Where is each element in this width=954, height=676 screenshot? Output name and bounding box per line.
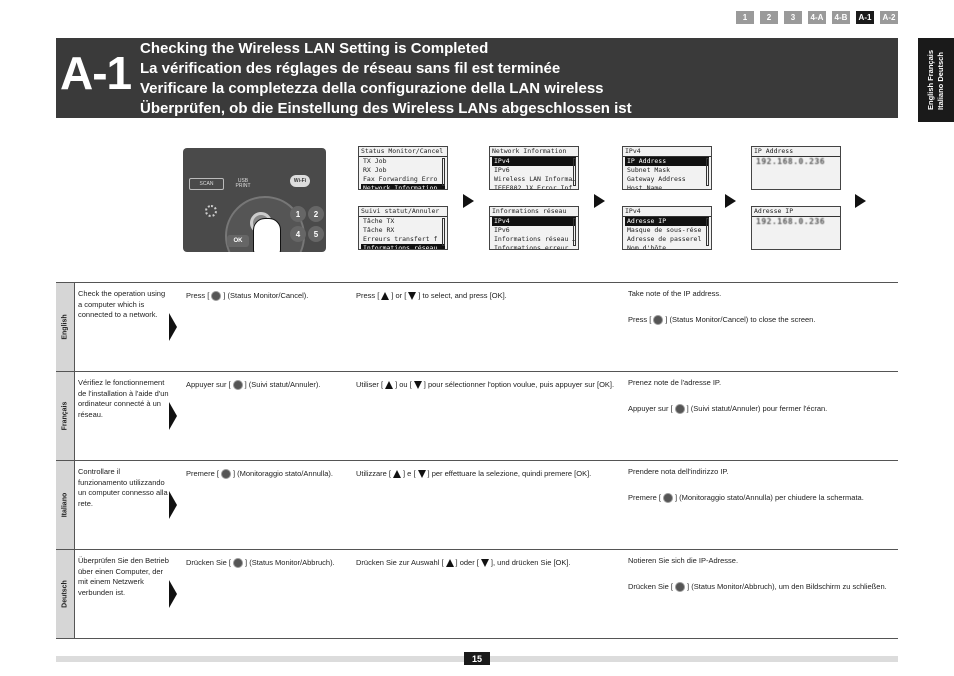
up-arrow-icon: [446, 559, 454, 567]
title-english: Checking the Wireless LAN Setting is Completed: [140, 40, 489, 57]
row-italiano: [56, 461, 898, 550]
screen-title: IPv4: [623, 207, 711, 217]
menu-item: IEEE802.1X Error Inf…: [494, 184, 577, 190]
up-arrow-icon: [385, 381, 393, 389]
status-monitor-icon: [663, 493, 673, 503]
menu-item: TX Job: [363, 157, 387, 165]
language-label: Deutsch: [56, 550, 74, 638]
down-arrow-icon: [408, 292, 416, 300]
menu-item-selected: IPv4: [492, 217, 576, 226]
page-header: [56, 38, 898, 118]
menu-item: RX Job: [363, 166, 387, 174]
down-arrow-icon: [414, 381, 422, 389]
note-text: Prendere nota dell'indirizzo IP.: [628, 467, 729, 476]
language-label: Italiano: [56, 461, 74, 549]
ok-button: OK: [227, 235, 249, 247]
tab-3[interactable]: 3: [784, 11, 802, 24]
menu-item: Host Name: [627, 184, 663, 190]
arrow-right-icon: [463, 194, 474, 208]
description: Vérifiez le fonctionnement de l'installation à l'aide d'un ordinateur connecté à un réseau.: [78, 378, 169, 419]
arrow-right-icon: [725, 194, 736, 208]
screen-fr-status-monitor: [358, 206, 448, 250]
menu-item-selected: Network Information: [361, 184, 445, 190]
close-instruction: Press [ ] (Status Monitor/Cancel) to close the screen.: [628, 315, 816, 324]
pointing-hand-icon: [253, 218, 281, 252]
gear-icon: [205, 205, 217, 217]
key-5: 5: [308, 226, 324, 242]
menu-item: Gateway Address: [627, 175, 686, 183]
menu-item: Nom d'hôte: [627, 244, 667, 250]
step-note: [628, 467, 898, 503]
description: Überprüfen Sie den Betrieb über einen Computer, der mit einem Netzwerk verbunden ist.: [78, 556, 169, 597]
menu-item-selected: IP Address: [625, 157, 709, 166]
menu-item-selected: Adresse IP: [625, 217, 709, 226]
menu-item-selected: IPv4: [492, 157, 576, 166]
step-select: Press [ ] or [ ] to select, and press [OK].: [356, 291, 507, 300]
step-tabs: [736, 11, 898, 24]
close-instruction: Appuyer sur [ ] (Suivi statut/Annuler) pour fermer l'écran.: [628, 404, 828, 413]
step-press: Press [ ] (Status Monitor/Cancel).: [186, 291, 309, 300]
ip-address-value: 192.168.0.236: [756, 217, 826, 226]
usb-print-button: USB PRINT: [235, 178, 251, 189]
tab-4b[interactable]: 4-B: [832, 11, 850, 24]
description: Check the operation using a computer which is connected to a network.: [78, 289, 166, 319]
ip-address-value: 192.168.0.236: [756, 157, 826, 166]
menu-item: IPv6: [494, 166, 510, 174]
tab-2[interactable]: 2: [760, 11, 778, 24]
menu-item: Erreurs transfert f: [363, 235, 438, 243]
arrow-right-icon: [169, 580, 177, 608]
step-press: Appuyer sur [ ] (Suivi statut/Annuler).: [186, 380, 321, 389]
screen-en-ip-address: [751, 146, 841, 190]
note-text: Notieren Sie sich die IP-Adresse.: [628, 556, 739, 565]
screen-title: Network Information: [490, 147, 578, 157]
status-monitor-icon: [221, 469, 231, 479]
title-french: La vérification des réglages de réseau sans fil est terminée: [140, 60, 561, 77]
status-monitor-icon: [675, 582, 685, 592]
scrollbar: [706, 218, 709, 246]
tab-1[interactable]: 1: [736, 11, 754, 24]
arrow-right-icon: [169, 313, 177, 341]
screen-en-ipv4: [622, 146, 712, 190]
menu-item: IPv6: [494, 226, 510, 234]
row-deutsch: [56, 550, 898, 639]
description: Controllare il funzionamento utilizzando un computer connesso alla rete.: [78, 467, 168, 508]
language-label: English: [56, 283, 74, 371]
menu-item: Wireless LAN Informa…: [494, 175, 577, 183]
row-francais: [56, 372, 898, 461]
down-arrow-icon: [481, 559, 489, 567]
scrollbar: [706, 158, 709, 186]
scrollbar: [573, 218, 576, 246]
step-note: [628, 378, 898, 414]
screen-title: Informations réseau: [490, 207, 578, 217]
sidebar-languages-2: Italiano Deutsch: [936, 52, 945, 111]
sidebar-languages-1: English Français: [926, 49, 935, 111]
close-instruction: Drücken Sie [ ] (Status Monitor/Abbruch), um den Bildschirm zu schließen.: [628, 582, 887, 591]
step-id: A-1: [60, 47, 132, 99]
arrow-right-icon: [594, 194, 605, 208]
language-sidebar: [918, 38, 954, 122]
status-monitor-icon: [675, 404, 685, 414]
screen-fr-ipv4: [622, 206, 712, 250]
wifi-icon: Wi-Fi: [290, 175, 310, 187]
menu-item: Masque de sous-rése: [627, 226, 702, 234]
control-panel-illustration: [183, 148, 326, 252]
page-titles: [140, 39, 632, 119]
down-arrow-icon: [418, 470, 426, 478]
menu-item: Subnet Mask: [627, 166, 671, 174]
status-monitor-icon: [233, 380, 243, 390]
screen-en-network-info: [489, 146, 579, 190]
screen-title: Status Monitor/Cancel: [359, 147, 447, 157]
arrow-right-icon: [169, 491, 177, 519]
menu-item: Adresse de passerel: [627, 235, 702, 243]
key-2: 2: [308, 206, 324, 222]
step-select: Utiliser [ ] ou [ ] pour sélectionner l'option voulue, puis appuyer sur [OK].: [356, 380, 615, 389]
scrollbar: [442, 158, 445, 186]
step-press: Drücken Sie [ ] (Status Monitor/Abbruch).: [186, 558, 335, 567]
screen-title: IP Address: [752, 147, 840, 157]
up-arrow-icon: [393, 470, 401, 478]
key-4: 4: [290, 226, 306, 242]
arrow-right-icon: [855, 194, 866, 208]
step-press: Premere [ ] (Monitoraggio stato/Annulla).: [186, 469, 333, 478]
scrollbar: [442, 218, 445, 246]
scan-button: SCAN: [189, 178, 224, 190]
status-monitor-icon: [653, 315, 663, 325]
step-note: [628, 556, 898, 592]
step-select: Drücken Sie zur Auswahl [ ] oder [ ], und drücken Sie [OK].: [356, 558, 571, 567]
step-select: Utilizzare [ ] e [ ] per effettuare la selezione, quindi premere [OK].: [356, 469, 592, 478]
menu-item-selected: Informations réseau: [361, 244, 445, 250]
screen-en-status-monitor: [358, 146, 448, 190]
title-german: Überprüfen, ob die Einstellung des Wireless LANs abgeschlossen ist: [140, 100, 632, 117]
screen-title: Adresse IP: [752, 207, 840, 217]
menu-item: Tâche TX: [363, 217, 395, 225]
menu-item: Informations erreur …: [494, 244, 577, 250]
key-1: 1: [290, 206, 306, 222]
step-note: [628, 289, 898, 325]
title-italian: Verificare la completezza della configurazione della LAN wireless: [140, 80, 604, 97]
screen-title: Suivi statut/Annuler: [359, 207, 447, 217]
page-number: 15: [464, 652, 490, 665]
scrollbar: [573, 158, 576, 186]
status-monitor-icon: [233, 558, 243, 568]
screen-title: IPv4: [623, 147, 711, 157]
menu-item: Tâche RX: [363, 226, 395, 234]
screen-fr-ip-address: [751, 206, 841, 250]
screen-fr-network-info: [489, 206, 579, 250]
arrow-right-icon: [169, 402, 177, 430]
tab-4a[interactable]: 4-A: [808, 11, 826, 24]
language-label: Français: [56, 372, 74, 460]
up-arrow-icon: [381, 292, 389, 300]
note-text: Take note of the IP address.: [628, 289, 722, 298]
row-english: [56, 283, 898, 372]
status-monitor-icon: [211, 291, 221, 301]
note-text: Prenez note de l'adresse IP.: [628, 378, 722, 387]
close-instruction: Premere [ ] (Monitoraggio stato/Annulla) per chiudere la schermata.: [628, 493, 864, 502]
tab-a2[interactable]: A-2: [880, 11, 898, 24]
menu-item: Fax Forwarding Erro: [363, 175, 438, 183]
menu-item: Informations réseau …: [494, 235, 577, 243]
tab-a1[interactable]: A-1: [856, 11, 874, 24]
